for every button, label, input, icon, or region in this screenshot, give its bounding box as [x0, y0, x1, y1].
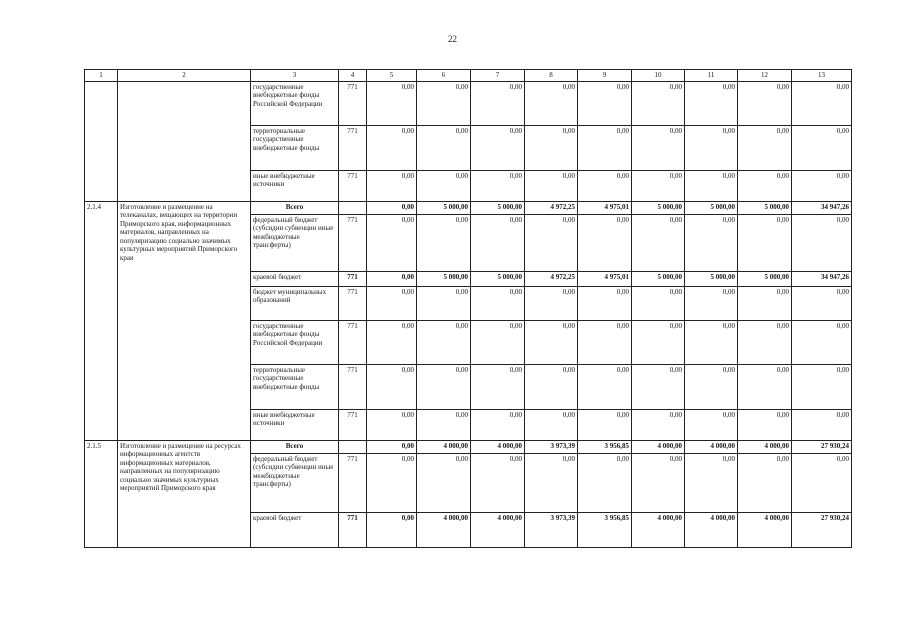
code-cell: 771: [339, 286, 367, 320]
value-cell: 0,00: [471, 125, 525, 170]
value-cell: 0,00: [417, 453, 471, 512]
value-cell: 5 000,00: [471, 271, 525, 286]
value-cell: 5 000,00: [685, 271, 738, 286]
value-cell: 0,00: [367, 271, 417, 286]
value-cell: 0,00: [685, 170, 738, 201]
value-cell: 0,00: [578, 170, 632, 201]
value-cell: 0,00: [738, 453, 792, 512]
value-cell: 0,00: [367, 170, 417, 201]
value-cell: 5 000,00: [632, 271, 685, 286]
funding-source: иные внебюджетные источники: [251, 409, 339, 440]
value-cell: 0,00: [738, 409, 792, 440]
value-cell: 0,00: [525, 453, 578, 512]
value-cell: 0,00: [417, 364, 471, 409]
value-cell: 34 947,26: [792, 201, 852, 214]
col-header: 10: [632, 70, 685, 82]
value-cell: 0,00: [578, 125, 632, 170]
code-cell: 771: [339, 170, 367, 201]
value-cell: 0,00: [738, 125, 792, 170]
value-cell: 4 000,00: [632, 440, 685, 453]
value-cell: 0,00: [792, 170, 852, 201]
value-cell: 4 000,00: [471, 440, 525, 453]
value-cell: 4 000,00: [632, 512, 685, 547]
value-cell: 27 930,24: [792, 440, 852, 453]
value-cell: 0,00: [792, 214, 852, 271]
value-cell: 0,00: [792, 453, 852, 512]
value-cell: 4 975,01: [578, 271, 632, 286]
col-header: 2: [118, 70, 251, 82]
value-cell: 0,00: [738, 320, 792, 364]
value-cell: 0,00: [738, 364, 792, 409]
value-cell: 0,00: [471, 320, 525, 364]
value-cell: 0,00: [578, 286, 632, 320]
value-cell: 0,00: [792, 409, 852, 440]
total-label: Всего: [251, 201, 339, 214]
code-cell: [339, 440, 367, 453]
code-cell: 771: [339, 81, 367, 125]
funding-source: территориальные государственные внебюджетные фонды: [251, 364, 339, 409]
value-cell: 0,00: [738, 81, 792, 125]
code-cell: 771: [339, 214, 367, 271]
value-cell: 0,00: [417, 170, 471, 201]
total-label: Всего: [251, 440, 339, 453]
value-cell: 0,00: [792, 364, 852, 409]
value-cell: 0,00: [525, 214, 578, 271]
col-header: 13: [792, 70, 852, 82]
value-cell: 0,00: [417, 214, 471, 271]
value-cell: 0,00: [471, 453, 525, 512]
value-cell: 0,00: [417, 286, 471, 320]
col-header: 8: [525, 70, 578, 82]
section-number: 2.1.5: [85, 440, 118, 547]
value-cell: 5 000,00: [738, 201, 792, 214]
value-cell: 0,00: [471, 81, 525, 125]
page-number: 22: [448, 34, 457, 44]
value-cell: 0,00: [525, 320, 578, 364]
col-header: 3: [251, 70, 339, 82]
section-name: Изготовление и размещение на ресурсах информационных агентств информационных материалов, направленных на популяризацию социально значимых культурных мероприятий Приморского края: [118, 440, 251, 547]
value-cell: 0,00: [632, 214, 685, 271]
code-cell: 771: [339, 125, 367, 170]
funding-source: краевой бюджет: [251, 512, 339, 547]
value-cell: 0,00: [417, 125, 471, 170]
value-cell: 0,00: [525, 125, 578, 170]
column-number-row: [85, 70, 852, 82]
funding-source: государственные внебюджетные фонды Российской Федерации: [251, 320, 339, 364]
value-cell: 4 975,01: [578, 201, 632, 214]
value-cell: 0,00: [367, 512, 417, 547]
value-cell: 0,00: [738, 214, 792, 271]
budget-table: [84, 69, 852, 548]
value-cell: 0,00: [367, 201, 417, 214]
value-cell: 0,00: [632, 364, 685, 409]
value-cell: 0,00: [685, 214, 738, 271]
code-cell: 771: [339, 453, 367, 512]
col-header: 7: [471, 70, 525, 82]
value-cell: 5 000,00: [417, 201, 471, 214]
value-cell: 4 972,25: [525, 201, 578, 214]
value-cell: 0,00: [685, 286, 738, 320]
value-cell: 3 973,39: [525, 512, 578, 547]
value-cell: 0,00: [367, 81, 417, 125]
value-cell: 0,00: [578, 409, 632, 440]
value-cell: 4 000,00: [471, 512, 525, 547]
value-cell: 4 000,00: [417, 440, 471, 453]
value-cell: 0,00: [738, 286, 792, 320]
value-cell: 0,00: [367, 364, 417, 409]
code-cell: 771: [339, 320, 367, 364]
value-cell: 5 000,00: [471, 201, 525, 214]
value-cell: 0,00: [578, 320, 632, 364]
value-cell: 0,00: [632, 453, 685, 512]
value-cell: 5 000,00: [685, 201, 738, 214]
col-header: 11: [685, 70, 738, 82]
value-cell: 34 947,26: [792, 271, 852, 286]
table-row: [85, 440, 852, 453]
value-cell: 0,00: [685, 364, 738, 409]
value-cell: 0,00: [525, 409, 578, 440]
funding-source: государственные внебюджетные фонды Российской Федерации: [251, 81, 339, 125]
value-cell: 0,00: [367, 320, 417, 364]
value-cell: 0,00: [471, 409, 525, 440]
value-cell: 0,00: [792, 81, 852, 125]
code-cell: 771: [339, 409, 367, 440]
value-cell: 0,00: [632, 170, 685, 201]
value-cell: 0,00: [367, 453, 417, 512]
section-number-cell: [85, 81, 118, 201]
value-cell: 3 956,85: [578, 440, 632, 453]
funding-source: федеральный бюджет (субсидии субвенции иные межбюджетные трансферты): [251, 453, 339, 512]
value-cell: 4 972,25: [525, 271, 578, 286]
value-cell: 0,00: [685, 409, 738, 440]
table-row: [85, 201, 852, 214]
value-cell: 0,00: [578, 364, 632, 409]
value-cell: 0,00: [417, 81, 471, 125]
value-cell: 0,00: [632, 286, 685, 320]
code-cell: 771: [339, 271, 367, 286]
value-cell: 0,00: [471, 364, 525, 409]
value-cell: 0,00: [685, 81, 738, 125]
code-cell: 771: [339, 512, 367, 547]
value-cell: 0,00: [685, 453, 738, 512]
value-cell: 0,00: [578, 81, 632, 125]
table-row: [85, 81, 852, 125]
funding-source: бюджет муниципальных образований: [251, 286, 339, 320]
col-header: 9: [578, 70, 632, 82]
funding-source: территориальные государственные внебюджетные фонды: [251, 125, 339, 170]
value-cell: 0,00: [632, 125, 685, 170]
funding-source: краевой бюджет: [251, 271, 339, 286]
value-cell: 0,00: [367, 286, 417, 320]
col-header: 5: [367, 70, 417, 82]
value-cell: 0,00: [578, 214, 632, 271]
value-cell: 27 930,24: [792, 512, 852, 547]
value-cell: 0,00: [632, 320, 685, 364]
value-cell: 0,00: [417, 320, 471, 364]
value-cell: 0,00: [685, 125, 738, 170]
value-cell: 0,00: [792, 286, 852, 320]
value-cell: 3 973,39: [525, 440, 578, 453]
col-header: 4: [339, 70, 367, 82]
value-cell: 5 000,00: [632, 201, 685, 214]
value-cell: 0,00: [471, 214, 525, 271]
col-header: 6: [417, 70, 471, 82]
section-name-cell: [118, 81, 251, 201]
value-cell: 4 000,00: [738, 512, 792, 547]
value-cell: 0,00: [367, 409, 417, 440]
section-number: 2.1.4: [85, 201, 118, 440]
funding-source: федеральный бюджет (субсидии субвенции иные межбюджетные трансферты): [251, 214, 339, 271]
col-header: 1: [85, 70, 118, 82]
value-cell: 0,00: [525, 286, 578, 320]
section-name: Изготовление и размещение на телеканалах, вещающих на территории Приморского края, информационных материалов, направленных на популяризацию социально значимых культурных мероприятий Приморского края: [118, 201, 251, 440]
value-cell: 0,00: [525, 81, 578, 125]
code-cell: 771: [339, 364, 367, 409]
value-cell: 0,00: [367, 440, 417, 453]
value-cell: 0,00: [525, 170, 578, 201]
funding-source: иные внебюджетные источники: [251, 170, 339, 201]
value-cell: 3 956,85: [578, 512, 632, 547]
value-cell: 4 000,00: [685, 440, 738, 453]
value-cell: 5 000,00: [738, 271, 792, 286]
value-cell: 0,00: [632, 409, 685, 440]
value-cell: 4 000,00: [417, 512, 471, 547]
value-cell: 5 000,00: [417, 271, 471, 286]
code-cell: [339, 201, 367, 214]
value-cell: 0,00: [578, 453, 632, 512]
value-cell: 0,00: [685, 320, 738, 364]
value-cell: 0,00: [738, 170, 792, 201]
value-cell: 0,00: [632, 81, 685, 125]
value-cell: 0,00: [525, 364, 578, 409]
value-cell: 0,00: [471, 286, 525, 320]
value-cell: 0,00: [367, 214, 417, 271]
value-cell: 0,00: [792, 125, 852, 170]
value-cell: 0,00: [367, 125, 417, 170]
col-header: 12: [738, 70, 792, 82]
value-cell: 0,00: [417, 409, 471, 440]
value-cell: 4 000,00: [738, 440, 792, 453]
value-cell: 4 000,00: [685, 512, 738, 547]
value-cell: 0,00: [792, 320, 852, 364]
value-cell: 0,00: [471, 170, 525, 201]
